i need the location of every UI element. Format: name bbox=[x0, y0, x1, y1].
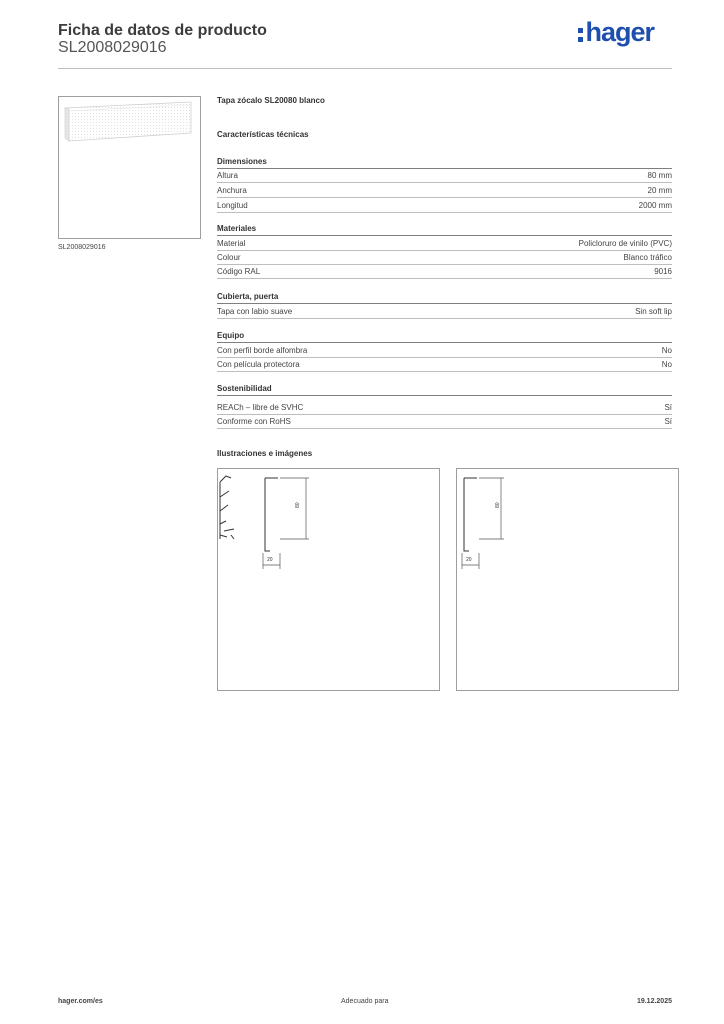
website-link[interactable]: hager.com/es bbox=[58, 998, 103, 1005]
spec-value: Sin soft lip bbox=[635, 307, 672, 316]
spec-row bbox=[217, 184, 672, 198]
spec-label: Material bbox=[217, 239, 246, 248]
technical-drawing-2 bbox=[456, 468, 679, 691]
spec-label: Altura bbox=[217, 171, 238, 180]
spec-label: Código RAL bbox=[217, 267, 261, 276]
illustrations-title: Ilustraciones e imágenes bbox=[217, 449, 313, 458]
group-title-text: Equipo bbox=[217, 331, 245, 340]
spec-label: Longitud bbox=[217, 201, 248, 210]
logo-text: hager bbox=[585, 17, 654, 47]
group-divider bbox=[217, 235, 672, 236]
group-divider bbox=[217, 395, 672, 396]
spec-value: Policloruro de vinilo (PVC) bbox=[578, 239, 672, 248]
group-title-text: Dimensiones bbox=[217, 157, 267, 166]
spec-value: 2000 mm bbox=[638, 201, 672, 210]
spec-label: Con película protectora bbox=[217, 360, 300, 369]
spec-value: 80 mm bbox=[647, 171, 672, 180]
document-title: Ficha de datos de producto bbox=[58, 22, 267, 39]
spec-row bbox=[217, 237, 672, 251]
drawing-width-label: 20 bbox=[267, 557, 273, 563]
hager-logo bbox=[578, 19, 654, 46]
drawing-height-label: 80 bbox=[295, 502, 301, 508]
spec-label: REACh – libre de SVHC bbox=[217, 403, 304, 412]
product-code: SL2008029016 bbox=[58, 39, 167, 56]
drawing-width-label: 20 bbox=[466, 557, 472, 563]
spec-row bbox=[217, 415, 672, 429]
spec-value: Sí bbox=[664, 417, 672, 426]
group-title-text: Cubierta, puerta bbox=[217, 292, 279, 301]
spec-row bbox=[217, 199, 672, 213]
product-image bbox=[58, 96, 201, 239]
group-title-text: Materiales bbox=[217, 224, 257, 233]
technical-section-title: Características técnicas bbox=[217, 130, 309, 139]
image-caption: SL2008029016 bbox=[58, 244, 106, 251]
spec-value: Blanco tráfico bbox=[623, 253, 672, 262]
product-name: Tapa zócalo SL20080 blanco bbox=[217, 96, 325, 105]
spec-value: No bbox=[661, 346, 672, 355]
group-title-text: Sostenibilidad bbox=[217, 384, 272, 393]
profile-section-drawing bbox=[218, 469, 439, 690]
spec-row bbox=[217, 401, 672, 415]
spec-row bbox=[217, 305, 672, 319]
page-header bbox=[58, 17, 672, 69]
spec-value: No bbox=[661, 360, 672, 369]
spec-value: 9016 bbox=[654, 267, 672, 276]
spec-row bbox=[217, 344, 672, 358]
spec-row bbox=[217, 358, 672, 372]
technical-drawing-1 bbox=[217, 468, 440, 691]
spec-row bbox=[217, 265, 672, 279]
spec-value: 20 mm bbox=[647, 186, 672, 195]
document-date: 19.12.2025 bbox=[636, 998, 672, 1005]
spec-row bbox=[217, 169, 672, 183]
spec-label: Anchura bbox=[217, 186, 247, 195]
spec-label: Conforme con RoHS bbox=[217, 417, 291, 426]
skirting-cover-image bbox=[59, 97, 200, 238]
drawing-height-label: 80 bbox=[495, 502, 501, 508]
group-divider bbox=[217, 342, 672, 343]
spec-label: Tapa con labio suave bbox=[217, 307, 293, 316]
logo-colon-icon bbox=[578, 24, 583, 42]
profile-section-drawing bbox=[457, 469, 678, 690]
spec-label: Colour bbox=[217, 253, 241, 262]
footer-note: Adecuado para bbox=[341, 998, 389, 1005]
spec-value: Sí bbox=[664, 403, 672, 412]
group-divider bbox=[217, 303, 672, 304]
spec-row bbox=[217, 251, 672, 265]
spec-label: Con perfil borde alfombra bbox=[217, 346, 308, 355]
